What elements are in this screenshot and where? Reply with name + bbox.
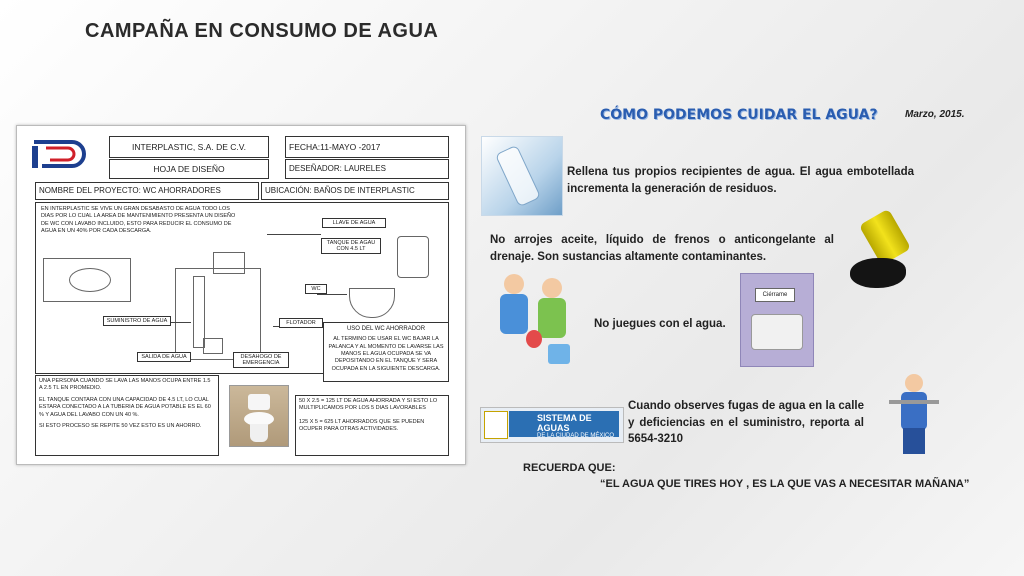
cdmx-emblem [484,411,508,439]
label-llave: LLAVE DE AGUA [322,218,386,228]
drain-drawing [203,338,223,354]
persona-text-1: UNA PERSONA CUANDO SE LAVA LAS MANOS OCUPA ENTRE 1.5 A 2.5 TL EN PROMEDIO. [39,378,211,392]
slide-title: CAMPAÑA EN CONSUMO DE AGUA [85,20,439,42]
persona-text-3: SI ESTO PROCESO SE REPITE 50 VEZ ESTO ES UN AHORRO. [39,423,202,430]
sacmex-logo [480,407,624,443]
interplastic-logo [25,134,101,174]
tip-leaks: Cuando observes fugas de agua en la calle y deficiencias en el suministro, reporta al 5654-3210 [628,400,864,446]
uso-box [323,322,449,382]
sheet-date: FECHA:11-MAYO -2017 [285,136,449,158]
oil-barrel-image [846,212,910,296]
label-desahogo: DESAHOGO DE EMERGENCIA [233,352,289,368]
label-salida: SALIDA DE AGUA [137,352,191,362]
leader-line [317,294,347,295]
persona-text-2: EL TANQUE CONTARA CON UNA CAPACIDAD DE 4.5 LT, LO CUAL ESTARA CONECTADO A LA TUBERIA DE AGUA POTABLE ES EL 60 % Y AGUA DEL LAVABO CON UN 40 %. [39,396,211,418]
faucet-drawing [213,252,245,274]
quote-text: “EL AGUA QUE TIRES HOY , ES LA QUE VAS A NECESITAR MAÑANA” [600,478,970,490]
sheet-designer: DESEÑADOR: LAURELES [285,159,449,179]
intro-text: EN INTERPLASTIC SE VIVE UN GRAN DESABASTO DE AGUA TODO LOS DIAS POR LO CUAL LA AREA DE MANTENIMIENTO PRESENTA UN DISEÑO DE WC CON LAVABO INCLUIDO, ESTO PARA REDUCIR EL CONSUMO DE AGUA EN UN 40% POR CADA DESCARGA. [41,206,236,235]
project-location: UBICACIÓN: BAÑOS DE INTERPLASTIC [261,182,449,200]
toilet-photo [229,385,289,447]
recuerda-label: RECUERDA QUE: [523,462,616,474]
tank-drawing [397,236,429,278]
tip-play: No juegues con el agua. [594,318,726,330]
label-flotador: FLOTADOR [279,318,323,328]
company-name: INTERPLASTIC, S.A. DE C.V. [109,136,269,158]
sacmex-banner [509,411,619,437]
tip-oil: No arrojes aceite, líquido de frenos o anticongelante al drenaje. Son sustancias altamente contaminantes. [490,234,834,263]
sacmex-line2: DE LA CIUDAD DE MÉXICO [537,433,615,439]
plumber-image [887,370,941,458]
label-suministro: SUMINISTRO DE AGUA [103,316,171,326]
doc-type: HOJA DE DISEÑO [109,159,269,179]
uso-title: USO DEL WC AHORRADOR [346,326,426,332]
faucet-sign-image [740,273,814,367]
water-bottle-image [481,136,563,216]
label-tanque: TANQUE DE AGAU CON 4.5 LT [321,238,381,254]
sign-label: Ciérrame [755,288,795,302]
persona-box [35,375,219,456]
leader-line [267,234,321,235]
panel-title: CÓMO PODEMOS CUIDAR EL AGUA? [600,107,878,123]
tip-bottles: Rellena tus propios recipientes de agua. El agua embotellada incrementa la generación de residuos. [567,166,914,195]
project-name: NOMBRE DEL PROYECTO: WC AHORRADORES [35,182,259,200]
label-wc: WC [305,284,327,294]
sacmex-line1: SISTEMA DE AGUAS [537,413,592,433]
calc-text-2: 125 X 5 = 625 LT AHORRADOS QUE SE PUEDEN OCUPER PARA OTRAS ACTIVIDADES. [299,418,425,433]
design-sheet [16,125,466,465]
sink-basin [69,268,111,292]
panel-date: Marzo, 2015. [905,109,965,120]
kids-playing-image [496,270,578,372]
calc-box [295,395,449,456]
uso-text: AL TERMINO DE USAR EL WC BAJAR LA PALANCA Y AL MOMENTO DE LAVARSE LAS MANOS EL AGUA OCUPADA SE VA DEPOSITANDO EN EL TANQUE Y SERA OCUPADA EN LA SIGUIENTE DESCARGA. [328,336,444,372]
calc-text-1: 50 X 2.5 = 125 LT DE AGUA AHORRADA Y SI ESTO LO MULTIPLICAMOS POR LOS 5 DIAS LAVORABLES [299,398,438,412]
